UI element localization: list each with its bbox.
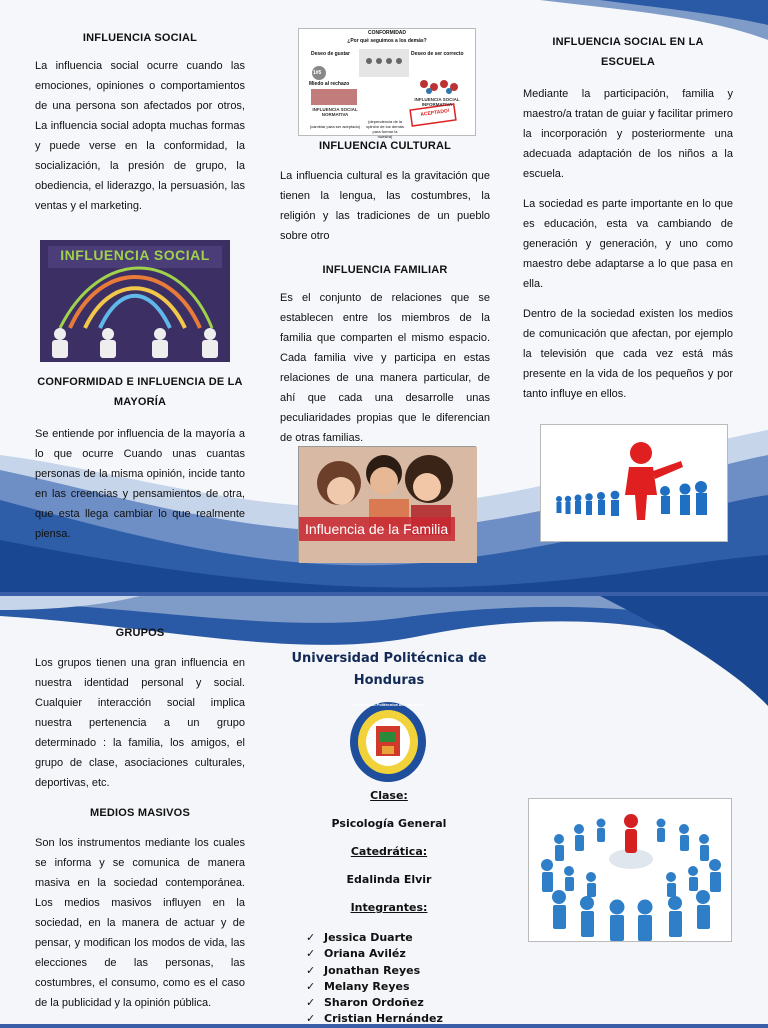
conformidad-diagram [298,28,476,139]
diagram-question: ¿Por qué seguimos a los demás? [347,38,427,44]
heading-escuela: INFLUENCIA SOCIAL EN LA ESCUELA [552,36,704,68]
check-icon: ✓ [306,947,316,961]
text-escuela-1: Mediante la participación, familia y maestro/a tratan de guiar y facilitar primero la incorporación y posteriormente una adecuada adaptación de los niños a la escuela. [523,88,733,180]
check-icon: ✓ [306,1012,316,1026]
integrante-item [306,930,506,946]
integrante-item [306,946,506,962]
influencia-social-image [40,240,230,362]
label-integrantes: Integrantes: [350,901,428,914]
integrante-item [306,979,506,995]
label-catedratica: Catedrática: [350,845,428,858]
check-icon: ✓ [306,979,316,993]
integrante-name: Cristian Hernández [324,1012,443,1026]
column-cultural [280,140,490,448]
integrante-name: Melany Reyes [324,979,410,993]
text-influencia-familiar: Es el conjunto de relaciones que se establecen entre los miembros de la familia que comparten el mismo espacio. Cada familia vive y participa en estas relaciones de una manera particular, de ahí que cada una desarrolle unas peculiaridades propias que le diferencian de otras familias. [280,292,490,444]
diagram-right-bottom: INFLUENCIA SOCIAL INFORMATIVA [414,97,460,107]
diagram-left-mid: Miedo al rechazo [309,81,350,87]
diagram-right-top: Deseo de ser correcto [411,51,464,57]
integrante-name: Jessica Duarte [324,931,413,944]
column-escuela [523,32,733,404]
label-clase: Clase: [370,789,408,802]
text-conformidad: Se entiende por influencia de la mayoría a lo que ocurre Cuando unas cuantas personas de la misma opinión, incide tanto en las creencias y pensamientos de otra, que esta llega cambiar lo que realmente piensa. [35,428,245,540]
familia-image [298,446,476,562]
university-seal-text: Universidad Politécnica de Honduras [352,702,424,707]
diagram-badge: 1#5 [313,70,322,76]
heading-influencia-cultural: INFLUENCIA CULTURAL [318,140,452,152]
heading-influencia-social: INFLUENCIA SOCIAL [82,32,198,44]
check-icon: ✓ [306,931,316,944]
integrante-name: Sharon Ordoñez [324,996,424,1010]
diagram-right-note: (dependencia de la opinión de los demás para formar la nuestra) [366,119,404,139]
heading-influencia-familiar: INFLUENCIA FAMILIAR [322,264,448,276]
text-influencia-cultural: La influencia cultural es la gravitación que tienen la lengua, las costumbres, la religión y las tradiciones de un pueblo sobre otro [280,170,490,242]
diagram-left-note: (cambiar para ser aceptado) [309,124,361,129]
text-grupos: Los grupos tienen una gran influencia en nuestra identidad personal y social. Cualquier interacción social implica nuestra pertenencia a un grupo determinado : la familia, los amigos, el grupo de clase, asociaciones culturales, deportivas, etc. [35,657,245,789]
text-escuela-3: Dentro de la sociedad existen los medios de comunicación que afectan, por ejemplo la televisión que cada vez está más presente en la vida de los pequeños y por tanto influye en ellos. [523,308,733,400]
integrante-item [306,1011,506,1027]
column-portada [280,648,498,692]
heading-grupos: GRUPOS [115,627,165,639]
university-seal [348,700,428,784]
column-influencia-social [35,32,245,216]
crowd-leader-image [528,798,732,942]
value-clase: Psicología General [331,817,447,830]
diagram-left-top: Deseo de gustar [311,51,350,57]
university-name: Universidad Politécnica de Honduras [291,651,487,688]
text-medios-masivos: Son los instrumentos mediante los cuales se informa y se comunica de manera masiva en la sociedad contemporánea. Los medios masivos influyen en la sociedad, en la manera de actuar y de pensar, y modifican los modos de vida, las elecciones de las personas, las costumbres, el consumo, como es el caso de la publicidad y la opinión pública. [35,837,245,1009]
text-escuela-2: La sociedad es parte importante en lo que es educación, esta va cambiando de generación y generación, y uno como maestro debe adaptarse a lo que pasa en ella. [523,198,733,290]
integrante-item [306,963,506,979]
familia-caption: Influencia de la Familia [299,517,455,541]
check-icon: ✓ [306,963,316,977]
text-influencia-social: La influencia social ocurre cuando las emociones, opiniones o comportamientos de una persona son afectados por otros, La influencia social adopta muchas formas y puede verse en la conformidad, la socialización, la presión de grupo, la obediencia, el liderazgo, la persuasión, las ventas y el marketing. [35,60,245,212]
integrante-name: Jonathan Reyes [324,963,421,977]
heading-medios-masivos: MEDIOS MASIVOS [90,807,190,819]
column-grupos [35,627,245,1013]
brochure-inside-page [0,596,768,1024]
integrante-name: Oriana Aviléz [324,947,406,961]
diagram-title: CONFORMIDAD [367,30,407,36]
integrantes-list [306,930,506,1028]
value-catedratica: Edalinda Elvir [346,873,432,886]
integrante-item [306,995,506,1011]
banner-influencia-social: INFLUENCIA SOCIAL [60,247,210,263]
diagram-left-bottom: INFLUENCIA SOCIAL NORMATIVA [312,107,358,117]
column-datos [280,788,498,916]
column-conformidad [35,372,245,544]
leader-image [540,424,728,542]
heading-conformidad: CONFORMIDAD E INFLUENCIA DE LA MAYORÍA [37,376,243,408]
diagram-stamp: ACEPTADO! [420,107,450,119]
check-icon: ✓ [306,996,316,1010]
